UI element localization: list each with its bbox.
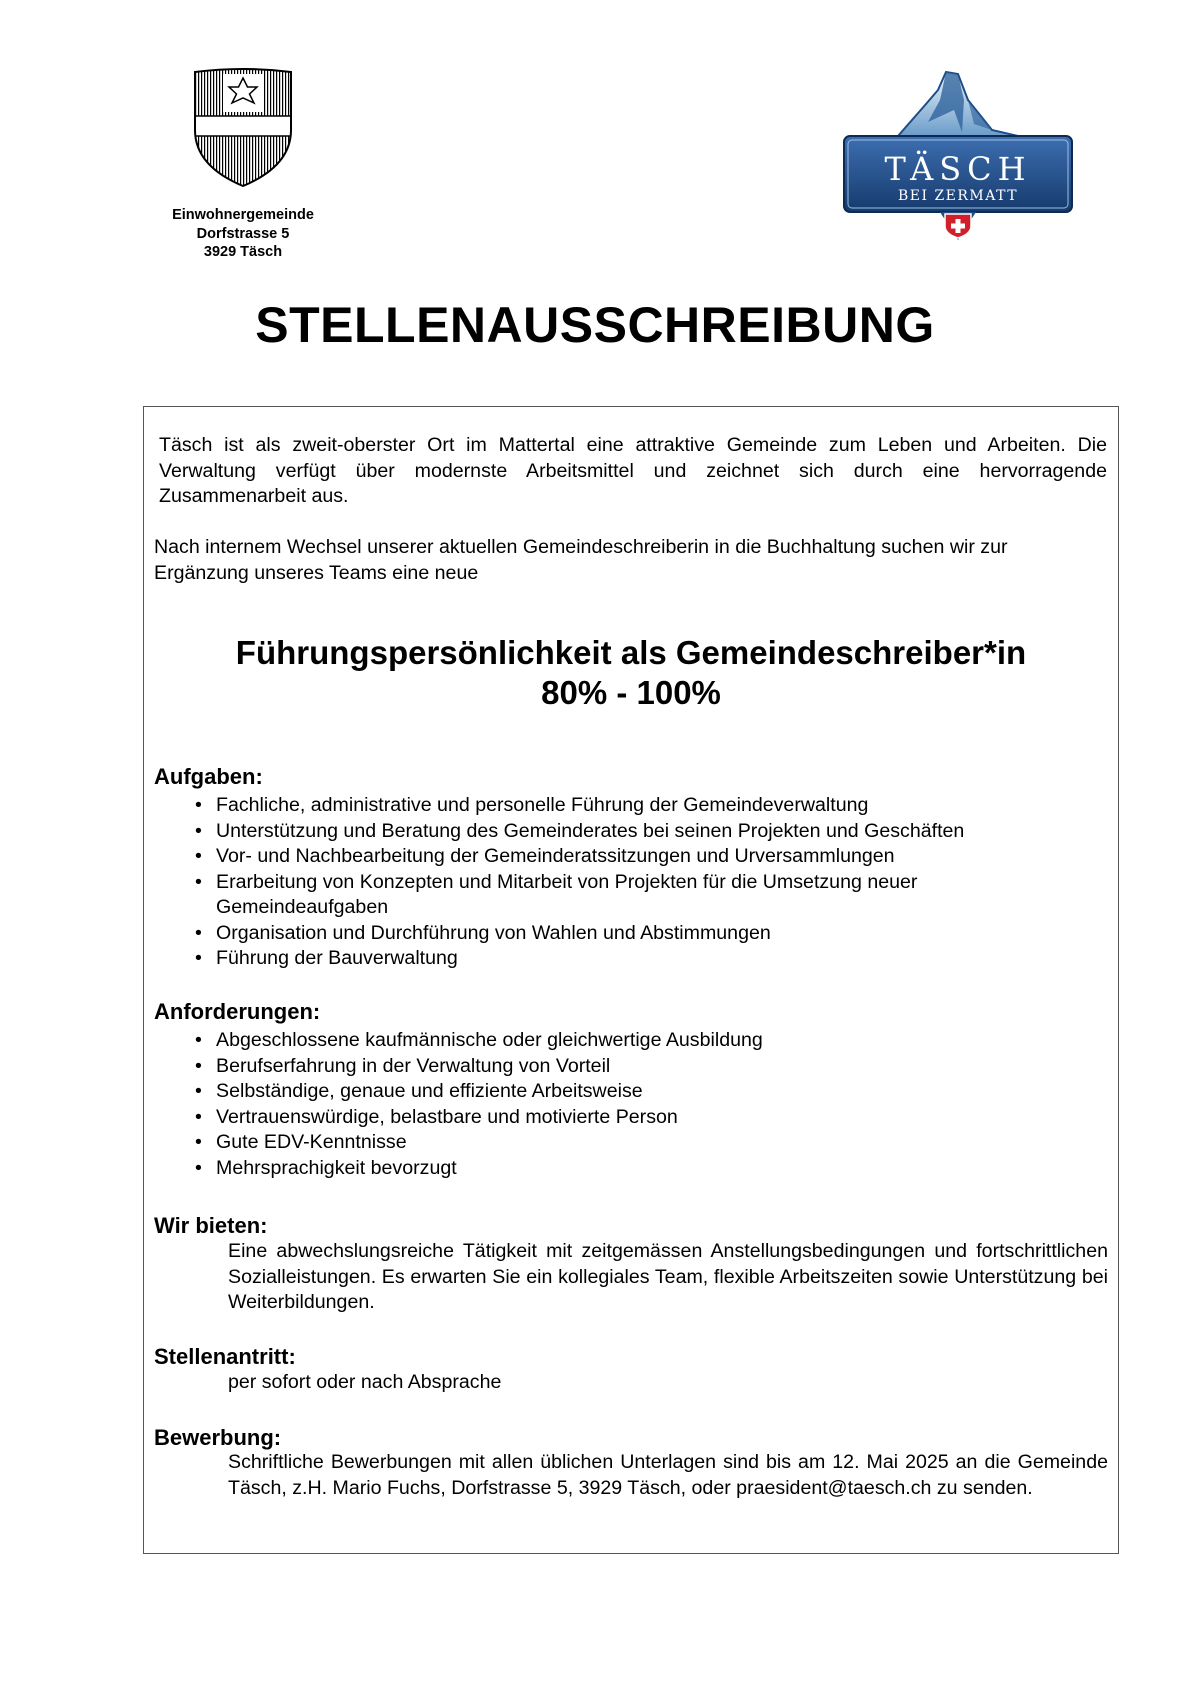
list-item-text: Fachliche, administrative und personelle Führung der Gemeindeverwaltung	[216, 794, 869, 816]
bullet-icon: •	[195, 1105, 202, 1128]
address-line-city: 3929 Täsch	[203, 244, 283, 260]
intro-paragraph-1: Täsch ist als zweit-oberster Ort im Mattertal eine attraktive Gemeinde zum Leben und Arbeiten. Die Verwaltung verfügt über modernste Arbeitsmittel und zeichnet sich durch eine hervorragende Zusammenarbeit aus.	[159, 434, 1107, 507]
coat-of-arms-crest	[192, 68, 294, 188]
bullet-icon: •	[195, 819, 202, 842]
list-item	[154, 946, 1107, 972]
list-aufgaben	[154, 793, 1107, 972]
address-line-municipality: Einwohnergemeinde	[172, 207, 314, 223]
heading-stellenantritt: Stellenantritt:	[154, 1344, 296, 1369]
list-item-text: Vor- und Nachbearbeitung der Gemeinderatssitzungen und Urversammlungen	[216, 845, 895, 867]
bullet-icon: •	[195, 845, 202, 867]
position-percentage: 80% - 100%	[541, 674, 721, 711]
logo-name: TÄSCH	[884, 150, 1032, 188]
bullet-icon: •	[195, 1054, 202, 1077]
list-item-text: Selbständige, genaue und effiziente Arbeitsweise	[216, 1080, 643, 1102]
list-item	[154, 870, 1107, 921]
bullet-icon: •	[195, 870, 202, 893]
bullet-icon: •	[195, 1080, 202, 1102]
position-heading	[144, 633, 1118, 723]
list-item-text: Unterstützung und Beratung des Gemeinderates bei seinen Projekten und Geschäften	[216, 819, 965, 842]
bullet-icon: •	[195, 794, 202, 816]
address-line-street: Dorfstrasse 5	[196, 225, 290, 242]
position-title: Führungspersönlichkeit als Gemeindeschreiber*in	[235, 634, 1027, 671]
list-item	[154, 921, 1107, 947]
list-item-text: Mehrsprachigkeit bevorzugt	[216, 1156, 457, 1179]
stellenantritt-text: per sofort oder nach Absprache	[228, 1371, 502, 1393]
list-item	[154, 1105, 1107, 1131]
list-item	[154, 1054, 1107, 1080]
list-item-text: Erarbeitung von Konzepten und Mitarbeit von Projekten für die Umsetzung neuer Gemeindeaufgaben	[216, 870, 918, 918]
taesch-logo	[842, 70, 1074, 244]
bullet-icon: •	[195, 1156, 202, 1179]
bullet-icon: •	[195, 947, 202, 969]
bullet-icon: •	[195, 1029, 202, 1051]
wir-bieten-text: Eine abwechslungsreiche Tätigkeit mit zeitgemässen Anstellungsbedingungen und fortschrittlichen Sozialleistungen. Es erwarten Sie ein kollegiales Team, flexible Arbeitszeiten sowie Unterstützung bei Weiterbildungen.	[228, 1240, 1108, 1313]
list-item	[154, 1130, 1107, 1156]
list-item-text: Organisation und Durchführung von Wahlen und Abstimmungen	[216, 921, 771, 944]
bewerbung-text: Schriftliche Bewerbungen mit allen üblichen Unterlagen sind bis am 12. Mai 2025 an die Gemeinde Täsch, z.H. Mario Fuchs, Dorfstrasse 5, 3929 Täsch, oder praesident@taesch.ch zu senden.	[228, 1451, 1108, 1499]
list-item	[154, 1028, 1107, 1054]
list-item-text: Vertrauenswürdige, belastbare und motivierte Person	[216, 1105, 678, 1128]
page-title: STELLENAUSSCHREIBUNG	[255, 297, 935, 353]
list-item	[154, 1079, 1107, 1105]
list-item	[154, 819, 1107, 845]
heading-wir-bieten: Wir bieten:	[154, 1213, 268, 1238]
intro-paragraph-2: Nach internem Wechsel unserer aktuellen Gemeindeschreiberin in die Buchhaltung suchen wir zur Ergänzung unseres Teams eine neue	[154, 536, 1008, 584]
heading-bewerbung: Bewerbung:	[154, 1425, 282, 1450]
logo-subtitle: BEI ZERMATT	[897, 188, 1019, 204]
list-anforderungen	[154, 1028, 1107, 1181]
heading-anforderungen: Anforderungen:	[154, 999, 321, 1024]
bullet-icon: •	[195, 1131, 202, 1153]
list-item-text: Berufserfahrung in der Verwaltung von Vorteil	[216, 1054, 611, 1077]
sender-address	[150, 206, 336, 262]
list-item	[154, 844, 1107, 870]
list-item	[154, 793, 1107, 819]
heading-aufgaben: Aufgaben:	[154, 764, 263, 789]
list-item	[154, 1156, 1107, 1182]
job-posting-box	[143, 406, 1119, 1554]
list-item-text: Führung der Bauverwaltung	[216, 947, 458, 969]
bullet-icon: •	[195, 921, 202, 944]
list-item-text: Gute EDV-Kenntnisse	[216, 1131, 407, 1153]
list-item-text: Abgeschlossene kaufmännische oder gleichwertige Ausbildung	[216, 1029, 763, 1051]
